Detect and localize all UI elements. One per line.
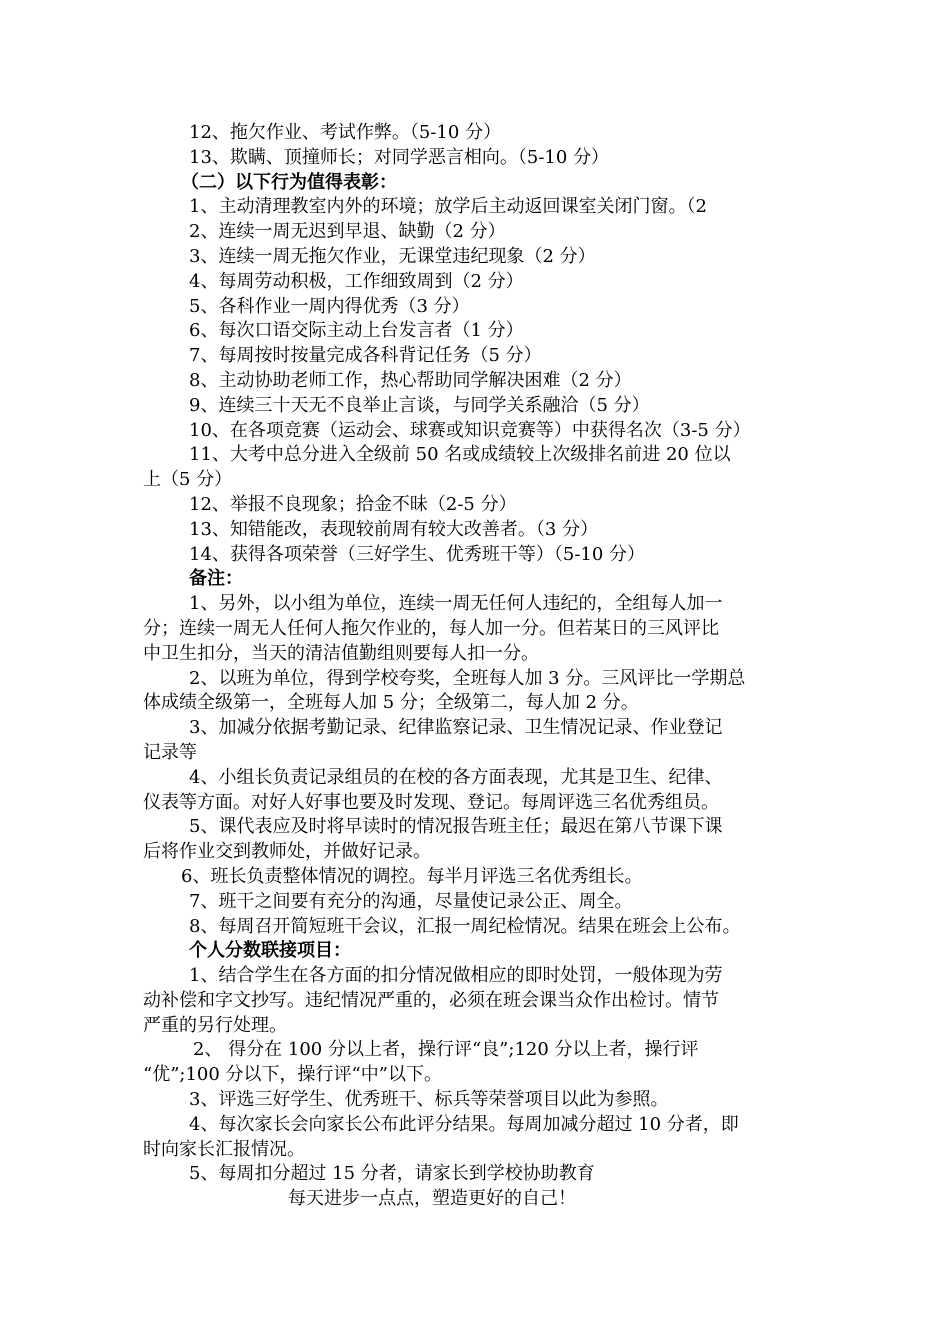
text-line: 2、连续一周无迟到早退、缺勤（2 分） [189, 221, 506, 243]
text-line: 上（5 分） [143, 469, 233, 491]
text-line: 11、大考中总分进入全级前 50 名或成绩较上次级排名前进 20 位以 [189, 444, 731, 466]
text-line: 严重的另行处理。 [143, 1014, 287, 1036]
text-line: 4、每周劳动积极，工作细致周到（2 分） [189, 270, 524, 292]
text-line: 8、每周召开简短班干会议，汇报一周纪检情况。结果在班会上公布。 [189, 915, 741, 937]
text-line: 1、另外，以小组为单位，连续一周无任何人违纪的，全组每人加一 [189, 593, 723, 615]
text-line: 7、每周按时按量完成各科背记任务（5 分） [189, 345, 542, 367]
text-line: 8、主动协助老师工作，热心帮助同学解决困难（2 分） [189, 369, 632, 391]
text-line: 6、每次口语交际主动上台发言者（1 分） [189, 320, 524, 342]
text-line: 分；连续一周无人任何人拖欠作业的，每人加一分。但若某日的三风评比 [143, 617, 719, 639]
text-line: 12、拖欠作业、考试作弊。（5-10 分） [189, 122, 502, 143]
text-line: 中卫生扣分，当天的清洁值勤组则要每人扣一分。 [143, 642, 539, 664]
text-line: 体成绩全级第一，全班每人加 5 分；全级第二，每人加 2 分。 [143, 692, 639, 714]
text-line: 记录等 [143, 741, 197, 763]
text-line: 2、以班为单位，得到学校夸奖，全班每人加 3 分。三风评比一学期总 [189, 667, 746, 689]
text-line: 13、欺瞒、顶撞师长；对同学恶言相向。（5-10 分） [189, 146, 610, 168]
text-line: 1、结合学生在各方面的扣分情况做相应的即时处罚，一般体现为劳 [189, 965, 723, 987]
text-line: 6、班长负责整体情况的调控。每半月评选三名优秀组长。 [181, 865, 643, 887]
text-line: “优”;100 分以下，操行评“中”以下。 [143, 1064, 442, 1086]
text-line: 13、知错能改，表现较前周有较大改善者。（3 分） [189, 518, 599, 540]
text-line: 4、小组长负责记录组员的在校的各方面表现，尤其是卫生、纪律、 [189, 766, 723, 788]
text-line: 动补偿和字文抄写。违纪情况严重的，必须在班会课当众作出检讨。情节 [143, 989, 719, 1011]
text-line: 3、连续一周无拖欠作业，无课堂违纪现象（2 分） [189, 245, 596, 267]
text-line: 12、举报不良现象；拾金不昧（2-5 分） [189, 493, 517, 515]
text-line: 14、获得各项荣誉（三好学生、优秀班干等）（5-10 分） [189, 543, 646, 565]
section-heading: 个人分数联接项目： [189, 940, 351, 962]
text-line: 3、加减分依据考勤记录、纪律监察记录、卫生情况记录、作业登记 [189, 717, 723, 739]
text-line: 2、 得分在 100 分以上者，操行评“良”;120 分以上者，操行评 [193, 1039, 699, 1061]
section-heading: （二）以下行为值得表彰： [181, 171, 397, 193]
section-heading: 备注： [189, 568, 243, 590]
text-line: 10、在各项竞赛（运动会、球赛或知识竞赛等）中获得名次（3-5 分） [189, 419, 751, 441]
text-line: 9、连续三十天无不良举止言谈，与同学关系融洽（5 分） [189, 394, 650, 416]
text-line: 时向家长汇报情况。 [143, 1138, 305, 1160]
text-line: 5、每周扣分超过 15 分者，请家长到学校协助教育 [189, 1163, 595, 1185]
text-line: 后将作业交到教师处，并做好记录。 [143, 841, 431, 863]
text-line: 每天进步一点点，塑造更好的自己！ [288, 1188, 576, 1210]
text-line: 4、每次家长会向家长公布此评分结果。每周加减分超过 10 分者，即 [189, 1113, 739, 1135]
text-line: 5、各科作业一周内得优秀（3 分） [189, 295, 470, 317]
text-line: 3、评选三好学生、优秀班干、标兵等荣誉项目以此为参照。 [189, 1089, 669, 1111]
document-body [143, 121, 823, 1212]
text-line: 仪表等方面。对好人好事也要及时发现、登记。每周评选三名优秀组员。 [143, 791, 719, 813]
text-line: 1、主动清理教室内外的环境；放学后主动返回课室关闭门窗。（2 [189, 196, 707, 218]
text-line: 5、课代表应及时将早读时的情况报告班主任；最迟在第八节课下课 [189, 816, 723, 838]
text-line: 7、班干之间要有充分的沟通，尽量使记录公正、周全。 [189, 890, 633, 912]
